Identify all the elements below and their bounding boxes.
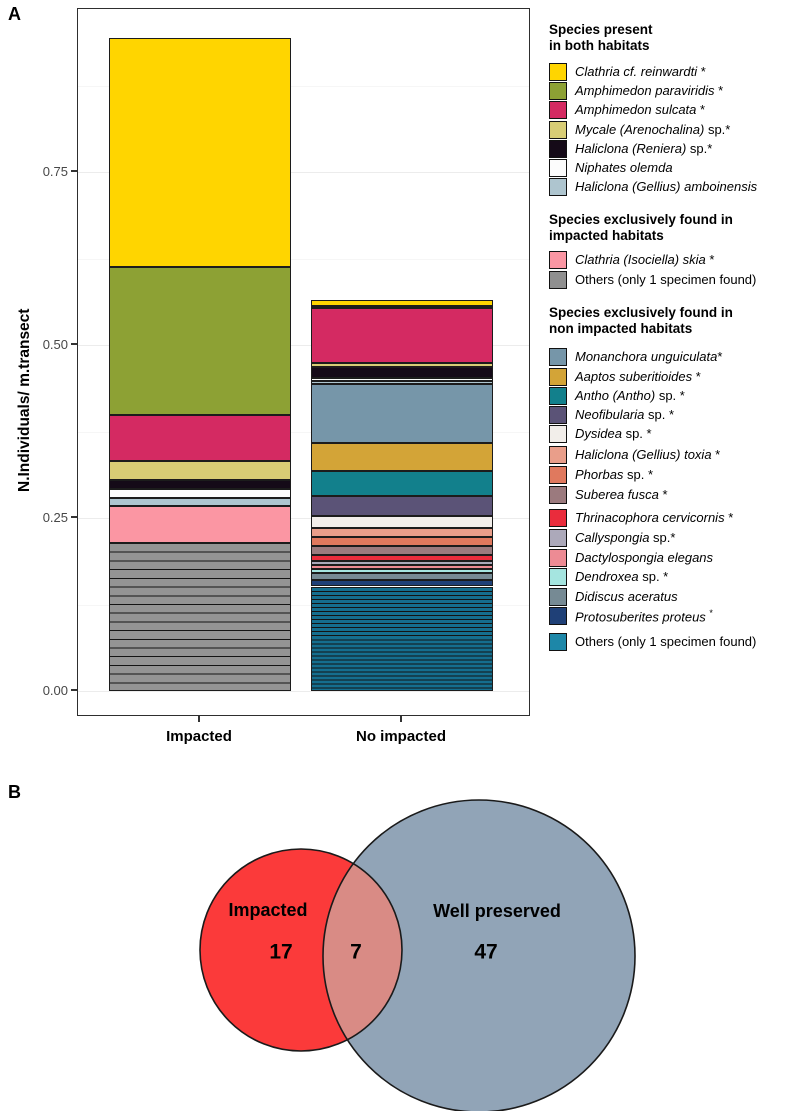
legend-item-text-part: Others (only 1 specimen found) <box>575 634 757 649</box>
legend-item-text-part: Protosuberites proteus <box>575 609 710 625</box>
legend-item-label <box>575 272 756 287</box>
legend-swatch <box>549 509 567 527</box>
legend-item-text-part: Haliclona (Reniera) <box>575 141 687 156</box>
legend-item-text-part: sp. * <box>644 407 674 422</box>
bar-segment <box>109 461 291 480</box>
legend-item-text-part: Haliclona (Gellius) toxia <box>575 447 716 462</box>
legend-swatch <box>549 121 567 139</box>
x-tick-mark <box>400 716 402 722</box>
gridline-major <box>78 691 529 692</box>
legend-item-text-part: sp. * <box>623 467 654 482</box>
bar-segment <box>311 471 493 496</box>
legend-item-label <box>575 569 668 584</box>
legend-swatch <box>549 101 567 119</box>
legend-item-label <box>575 530 675 545</box>
bar-segment <box>311 587 493 691</box>
legend-item-text-part: Phorbas <box>575 467 624 482</box>
y-tick-label: 0.50 <box>42 337 68 352</box>
legend-swatch <box>549 549 567 567</box>
legend-item-text-part: * <box>695 369 701 384</box>
legend-group-header: Species exclusively found in <box>549 305 733 320</box>
legend-swatch <box>549 406 567 424</box>
bar-segment <box>109 267 291 415</box>
legend-group-header: impacted habitats <box>549 228 664 243</box>
legend-item-label <box>575 349 722 364</box>
venn-overlap-count: 7 <box>350 940 362 964</box>
bar-segment <box>311 561 493 565</box>
y-tick-mark <box>71 516 77 518</box>
legend-item-label <box>575 487 668 502</box>
bar-segment <box>311 516 493 528</box>
legend-item-text-part: sp.* <box>686 141 713 156</box>
legend-swatch <box>549 348 567 366</box>
legend-item-text-part: * <box>662 487 668 502</box>
legend-group-header: non impacted habitats <box>549 321 693 336</box>
legend-item-text-part: Suberea fusca <box>575 487 663 502</box>
bar-segment <box>311 569 493 573</box>
legend-swatch <box>549 178 567 196</box>
bar-segment <box>109 415 291 461</box>
bar-segment <box>109 489 291 498</box>
legend-item-text-part: Antho (Antho) <box>575 388 656 403</box>
y-tick-label: 0.75 <box>42 164 68 179</box>
legend-swatch <box>549 486 567 504</box>
legend-item-text-part: Dactylospongia elegans <box>575 550 714 565</box>
bar-segment <box>311 528 493 537</box>
legend-item-text-part: Amphimedon paraviridis <box>575 83 719 98</box>
legend-item-label <box>575 608 713 624</box>
legend-item-label <box>575 179 757 194</box>
legend-item-text-part: * <box>700 64 706 79</box>
bar-segment <box>311 363 493 367</box>
bar-segment <box>311 300 493 306</box>
x-category-label: No impacted <box>355 728 446 745</box>
legend-swatch <box>549 140 567 158</box>
legend-item-text-part: sp. * <box>638 569 669 584</box>
bar-segment <box>109 498 291 506</box>
y-tick-label: 0.25 <box>42 510 68 525</box>
venn-left-count: 17 <box>269 940 293 964</box>
chart-legend <box>540 0 789 720</box>
bar-segment <box>311 565 493 569</box>
venn-right-count: 47 <box>474 940 498 964</box>
x-tick-mark <box>198 716 200 722</box>
bar-segment <box>311 443 493 471</box>
x-category-label: Impacted <box>166 728 232 745</box>
legend-item-label <box>575 160 673 175</box>
bar-segment <box>311 367 493 378</box>
legend-swatch <box>549 63 567 81</box>
bar-segment <box>311 378 493 381</box>
legend-swatch <box>549 425 567 443</box>
legend-item-label <box>575 388 685 403</box>
bar-segment <box>311 555 493 561</box>
bar-segment <box>109 480 291 489</box>
legend-item-text-part: Mycale (Arenochalina) <box>575 122 705 137</box>
legend-item-label <box>575 369 701 384</box>
legend-item-label <box>575 141 712 156</box>
legend-item-text-part: Dysidea <box>575 426 622 441</box>
legend-item-text-part: sp. * <box>621 426 652 441</box>
y-tick-label: 0.00 <box>42 683 68 698</box>
venn-right-label: Well preserved <box>433 901 561 921</box>
legend-item-text-part: Others (only 1 specimen found) <box>575 272 757 287</box>
legend-item-text-part: sp.* <box>649 530 676 545</box>
legend-item-text-part: Clathria (Isociella) skia <box>575 252 710 267</box>
legend-item-text-part: * <box>718 83 724 98</box>
legend-item-text-part: Monanchora unguiculata <box>575 349 718 364</box>
legend-item-text-part: Dendroxea <box>575 569 639 584</box>
legend-item-label <box>575 252 714 267</box>
bar-segment <box>311 537 493 546</box>
legend-item-text-part: * <box>709 608 713 618</box>
legend-item-text-part: Niphates olemda <box>575 160 673 175</box>
legend-swatch <box>549 607 567 625</box>
venn-diagram <box>0 781 789 1111</box>
y-tick-mark <box>71 343 77 345</box>
legend-swatch <box>549 251 567 269</box>
y-axis-title: N.Individuals/ m.transect <box>16 308 33 492</box>
legend-swatch <box>549 588 567 606</box>
legend-item-text-part: * <box>715 447 721 462</box>
venn-left-label: Impacted <box>228 900 308 920</box>
legend-item-label <box>575 589 678 604</box>
legend-swatch <box>549 387 567 405</box>
panel-a-label: A <box>8 4 21 24</box>
legend-item-text-part: * <box>728 510 734 525</box>
legend-item-text-part: Callyspongia <box>575 530 650 545</box>
legend-item-label <box>575 550 713 565</box>
legend-item-label <box>575 64 706 79</box>
legend-item-text-part: * <box>717 349 723 364</box>
legend-item-text-part: Didiscus aceratus <box>575 589 678 604</box>
legend-item-label <box>575 426 652 441</box>
legend-item-text-part: Amphimedon sulcata <box>575 102 701 117</box>
legend-item-label <box>575 510 733 525</box>
legend-item-text-part: Haliclona (Gellius) amboinensis <box>575 179 758 194</box>
bar-segment <box>109 506 291 543</box>
legend-swatch <box>549 568 567 586</box>
legend-item-label <box>575 102 705 117</box>
legend-group-header: Species present <box>549 22 653 37</box>
panel-b-label: B <box>8 782 21 802</box>
bar-segment <box>311 306 493 308</box>
legend-item-label <box>575 122 730 137</box>
legend-item-text-part: sp.* <box>704 122 731 137</box>
legend-swatch <box>549 271 567 289</box>
legend-item-label <box>575 83 723 98</box>
bar-segment <box>311 381 493 384</box>
bar-segment <box>311 580 493 587</box>
y-tick-mark <box>71 689 77 691</box>
bar-segment <box>109 38 291 267</box>
legend-item-text-part: Neofibularia <box>575 407 645 422</box>
legend-swatch <box>549 159 567 177</box>
legend-item-label <box>575 467 653 482</box>
legend-swatch <box>549 446 567 464</box>
legend-swatch <box>549 368 567 386</box>
legend-item-label <box>575 447 720 462</box>
legend-item-text-part: * <box>709 252 715 267</box>
legend-swatch <box>549 633 567 651</box>
legend-item-text-part: Aaptos suberitioides <box>575 369 696 384</box>
legend-item-text-part: sp. * <box>655 388 685 403</box>
legend-item-text-part: * <box>700 102 706 117</box>
y-tick-mark <box>71 170 77 172</box>
legend-swatch <box>549 82 567 100</box>
venn-svg <box>0 781 789 1111</box>
legend-swatch <box>549 529 567 547</box>
legend-item-label <box>575 407 674 422</box>
legend-group-header: in both habitats <box>549 38 650 53</box>
legend-item-text-part: Thrinacophora cervicornis <box>575 510 729 525</box>
legend-item-label <box>575 634 756 649</box>
bar-segment <box>109 543 291 691</box>
legend-swatch <box>549 466 567 484</box>
legend-group-header: Species exclusively found in <box>549 212 733 227</box>
bar-segment <box>311 546 493 555</box>
bar-segment <box>311 384 493 444</box>
bar-segment <box>311 496 493 516</box>
bar-segment <box>311 308 493 363</box>
legend-item-text-part: Clathria cf. reinwardti <box>575 64 701 79</box>
bar-segment <box>311 573 493 579</box>
plot-panel <box>77 8 530 716</box>
